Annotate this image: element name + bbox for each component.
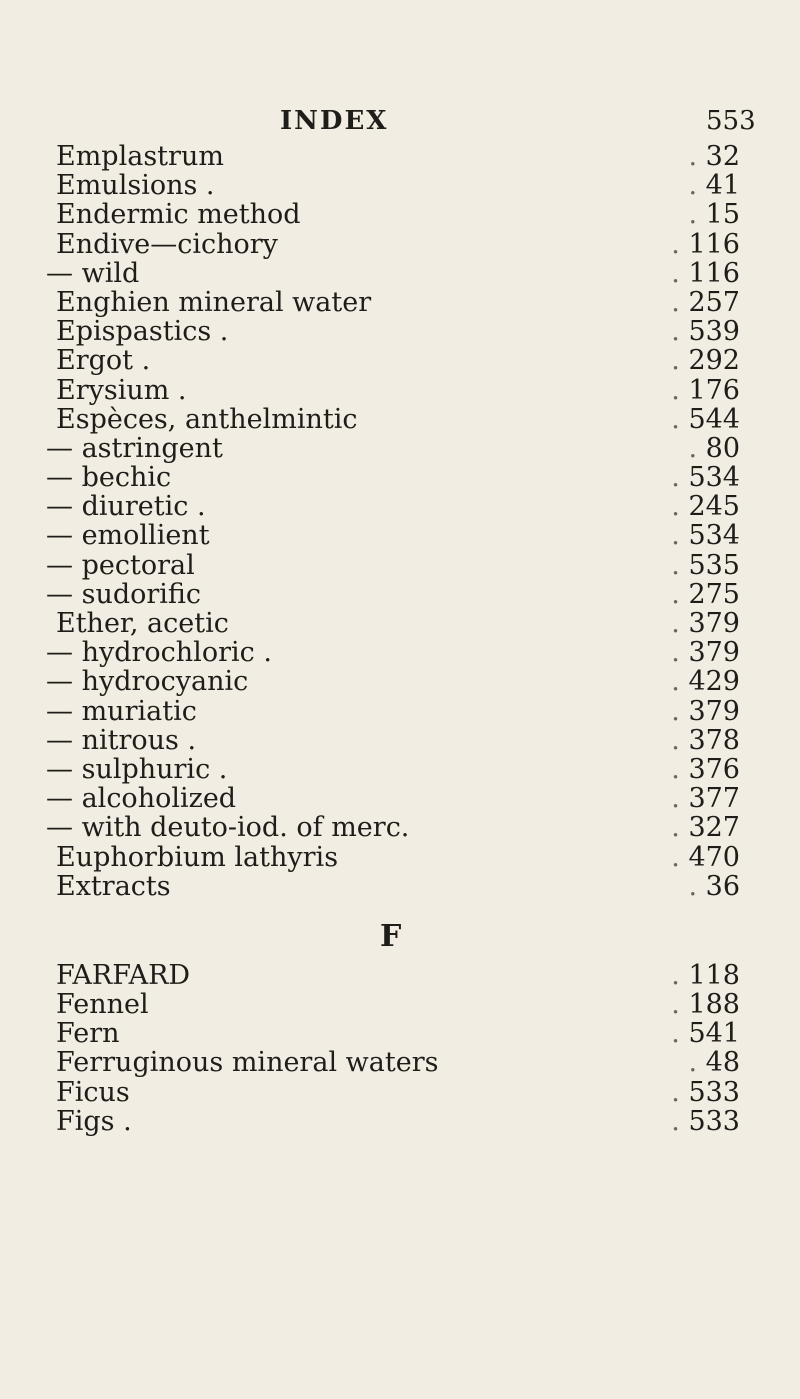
entry-page: . 36 xyxy=(688,872,740,901)
entry-term: FARFARD xyxy=(56,959,191,991)
entry-page: . 188 xyxy=(671,990,740,1019)
index-entry xyxy=(0,697,800,726)
index-entry xyxy=(0,784,800,813)
entry-term: — alcoholized xyxy=(46,783,237,815)
index-entry xyxy=(0,667,800,696)
index-entry xyxy=(0,317,800,346)
entry-page: . 379 xyxy=(671,638,740,667)
index-entry xyxy=(0,990,800,1019)
index-entry xyxy=(0,288,800,317)
index-entry xyxy=(0,492,800,521)
index-entry xyxy=(0,872,800,901)
entry-page: . 533 xyxy=(671,1078,740,1107)
entry-page: . 535 xyxy=(671,551,740,580)
entry-term: Emplastrum xyxy=(56,141,224,172)
entry-page: . 116 xyxy=(671,230,740,259)
index-entry xyxy=(0,961,800,990)
entry-page: . 533 xyxy=(671,1107,740,1136)
entry-page: . 429 xyxy=(671,667,740,696)
entry-term: Enghien mineral water xyxy=(56,286,372,318)
entry-page: . 176 xyxy=(671,376,740,405)
entry-page: . 539 xyxy=(671,317,740,346)
entry-term: Fern xyxy=(56,1018,120,1050)
index-entry xyxy=(0,755,800,784)
index-entry xyxy=(0,230,800,259)
index-entry xyxy=(0,521,800,550)
index-entry xyxy=(0,1107,800,1136)
entry-page: . 48 xyxy=(688,1048,740,1077)
entry-term: Endive—cichory xyxy=(56,228,278,260)
entry-term: — pectoral xyxy=(46,549,195,581)
index-entry xyxy=(0,171,800,200)
index-entry xyxy=(0,1048,800,1077)
entry-page: . 257 xyxy=(671,288,740,317)
entry-page: . 41 xyxy=(688,171,740,200)
entry-term: Ergot . xyxy=(56,345,151,377)
entry-page: . 541 xyxy=(671,1019,740,1048)
entry-term: Euphorbium lathyris xyxy=(56,841,339,873)
entry-page: . 544 xyxy=(671,405,740,434)
entry-page: . 376 xyxy=(671,755,740,784)
entry-term: — muriatic xyxy=(46,695,197,727)
entry-term: Ether, acetic xyxy=(56,608,229,639)
entry-term: — bechic xyxy=(46,462,172,494)
entry-term: — emollient xyxy=(46,520,210,552)
index-entry xyxy=(0,463,800,492)
index-entry xyxy=(0,1078,800,1107)
index-entry xyxy=(0,843,800,872)
page-number: 553 xyxy=(706,106,756,136)
entry-term: Figs . xyxy=(56,1105,132,1137)
entry-term: Ficus xyxy=(56,1076,130,1108)
index-entry xyxy=(0,813,800,842)
index-entry xyxy=(0,726,800,755)
index-entry xyxy=(0,609,800,638)
index-entry xyxy=(0,259,800,288)
page-header xyxy=(0,106,800,140)
index-entry xyxy=(0,376,800,405)
index-entry xyxy=(0,434,800,463)
entry-term: Erysium . xyxy=(56,374,187,406)
index-entry xyxy=(0,142,800,171)
entry-page: . 80 xyxy=(688,434,740,463)
entry-term: — wild xyxy=(46,257,140,289)
entry-page: . 275 xyxy=(671,580,740,609)
entry-page: . 245 xyxy=(671,492,740,521)
entry-term: — nitrous . xyxy=(46,724,197,756)
entry-term: Epispastics . xyxy=(56,316,229,348)
entry-page: . 379 xyxy=(671,697,740,726)
entry-term: Extracts xyxy=(56,870,171,902)
entry-page: . 118 xyxy=(671,961,740,990)
section-letter-f: F xyxy=(380,918,402,954)
index-entry xyxy=(0,405,800,434)
entry-term: — sudorific xyxy=(46,578,202,610)
entry-term: — hydrocyanic xyxy=(46,666,249,698)
index-entry xyxy=(0,580,800,609)
entry-page: . 292 xyxy=(671,346,740,375)
entry-term: — sulphuric . xyxy=(46,753,228,785)
entry-page: . 116 xyxy=(671,259,740,288)
index-entry xyxy=(0,1019,800,1048)
entry-page: . 534 xyxy=(671,463,740,492)
entry-page: . 378 xyxy=(671,726,740,755)
entry-term: — hydrochloric . xyxy=(46,637,272,669)
entry-page: . 327 xyxy=(671,813,740,842)
entry-term: Ferruginous mineral waters xyxy=(56,1047,439,1079)
entry-page: . 377 xyxy=(671,784,740,813)
entry-page: . 534 xyxy=(671,521,740,550)
entry-term: Endermic method xyxy=(56,199,301,231)
entry-term: — with deuto-iod. of merc. xyxy=(46,812,410,844)
entry-term: Fennel xyxy=(56,989,149,1021)
entry-term: — diuretic . xyxy=(46,491,206,523)
entry-term: — astringent xyxy=(46,432,223,464)
index-entries xyxy=(0,142,800,1136)
entry-page: . 470 xyxy=(671,843,740,872)
index-entry xyxy=(0,346,800,375)
entry-page: . 15 xyxy=(688,200,740,229)
section-heading xyxy=(0,901,800,961)
entry-term: Espèces, anthelmintic xyxy=(56,403,358,435)
entry-page: . 32 xyxy=(688,142,740,171)
section-e-list xyxy=(0,142,800,901)
entry-term: Emulsions . xyxy=(56,170,215,202)
index-entry xyxy=(0,200,800,229)
section-f-list xyxy=(0,961,800,1136)
entry-page: . 379 xyxy=(671,609,740,638)
index-entry xyxy=(0,551,800,580)
page-title: INDEX xyxy=(280,106,389,136)
index-entry xyxy=(0,638,800,667)
